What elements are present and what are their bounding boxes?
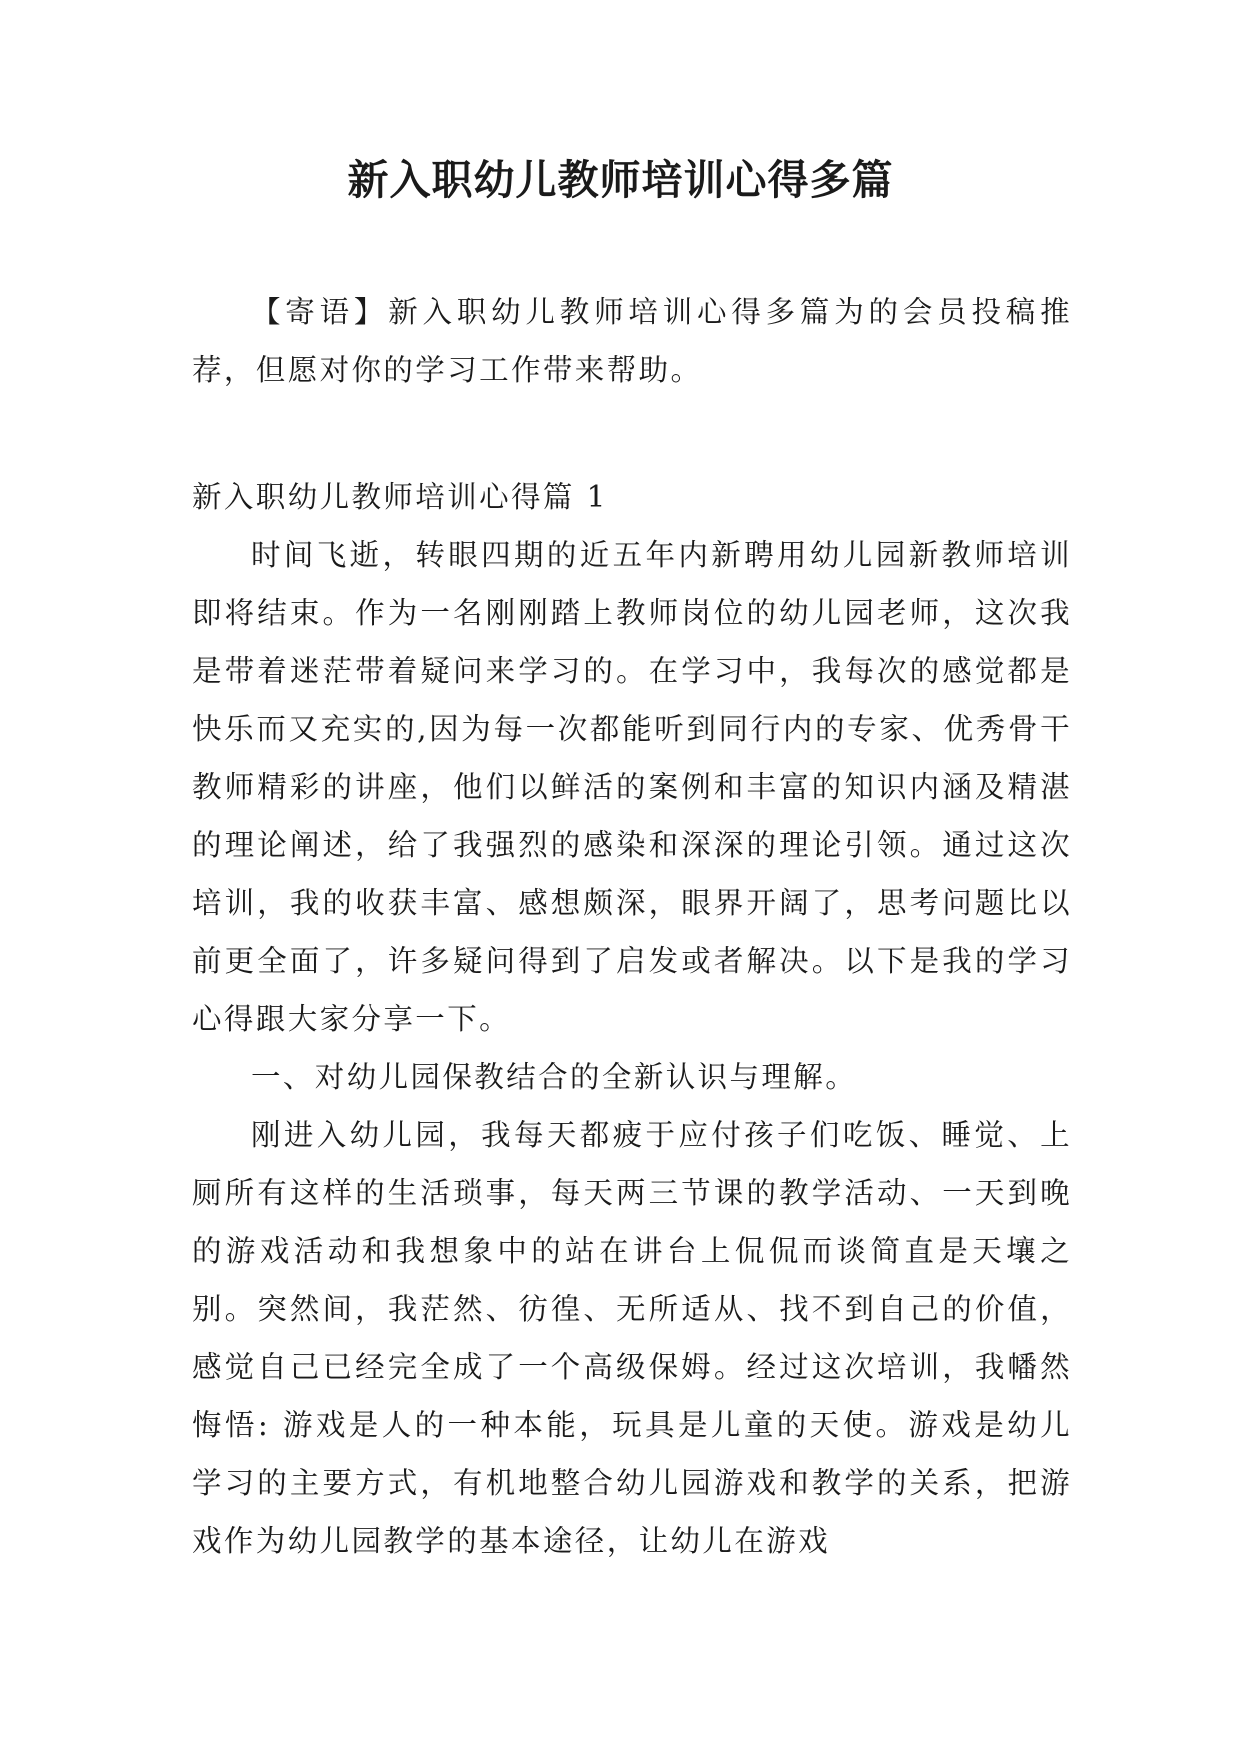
body-paragraph: 时间飞逝，转眼四期的近五年内新聘用幼儿园新教师培训即将结束。作为一名刚刚踏上教师岗位的幼儿园老师，这次我是带着迷茫带着疑问来学习的。在学习中，我每次的感觉都是快乐而又充实的,因为每一次都能听到同行内的专家、优秀骨干教师精彩的讲座，他们以鲜活的案例和丰富的知识内涵及精湛的理论阐述，给了我强烈的感染和深深的理论引领。通过这次培训，我的收获丰富、感想颇深，眼界开阔了，思考问题比以前更全面了，许多疑问得到了启发或者解决。以下是我的学习心得跟大家分享一下。	[192, 538, 1072, 1036]
preface-paragraph: 【寄语】新入职幼儿教师培训心得多篇为的会员投稿推荐，但愿对你的学习工作带来帮助。	[192, 295, 1072, 387]
document-title: 新入职幼儿教师培训心得多篇	[347, 156, 894, 204]
preface-block	[192, 283, 1072, 399]
body-paragraph: 刚进入幼儿园，我每天都疲于应付孩子们吃饭、睡觉、上厕所有这样的生活琐事，每天两三节课的教学活动、一天到晚的游戏活动和我想象中的站在讲台上侃侃而谈简直是天壤之别。突然间，我茫然、彷徨、无所适从、找不到自己的价值，感觉自己已经完全成了一个高级保姆。经过这次培训，我幡然悔悟: 游戏是人的一种本能，玩具是儿童的天使。游戏是幼儿学习的主要方式，有机地整合幼儿园游戏和教学的关系，把游戏作为幼儿园教学的基本途径，让幼儿在游戏	[192, 1118, 1072, 1558]
section-heading: 新入职幼儿教师培训心得篇 1	[192, 480, 608, 514]
main-content	[192, 468, 1072, 1570]
body-paragraph: 一、对幼儿园保教结合的全新认识与理解。	[251, 1060, 858, 1094]
